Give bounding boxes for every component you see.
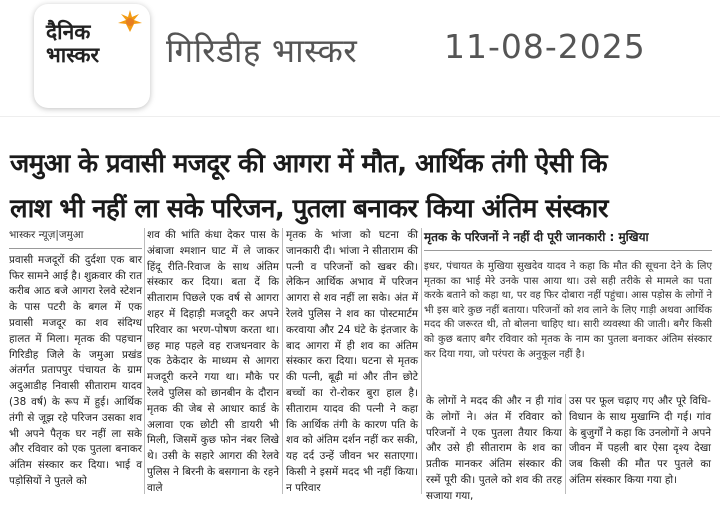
sidebar-box [424, 228, 712, 386]
article-column-3 [286, 228, 418, 494]
article-column-5 [569, 394, 711, 494]
headline [10, 142, 710, 232]
column-divider [282, 228, 283, 494]
sidebar-text: इधर, पंचायत के मुखिया सुखदेव यादव ने कहा कि मौत की सूचना देने के लिए मृतका का भाई मेरे उनके पास आया था। उसे सही तरीके से मामले का पता करके बताने को कहा था, पर वह फिर दोबारा नहीं पहुंचा। आस पड़ोस के लोगों ने भी इस बारे कुछ नहीं बताया। परिजनों को शव लाने के लिए गाड़ी अथवा आर्थिक मदद की जरूरत थी, तो बोलना चाहिए था। सारी व्यवस्था की जाती। बगैर किसी को कुछ बताए बगैर रविवार को मृतक के नाम का पुतला बनाकर अंतिम संस्कार कर दिया गया, जो परंपरा के अनुकूल नहीं है। [424, 261, 712, 360]
column-3-text: मृतक के भांजा को घटना की जानकारी दी। भांजा ने सीताराम की पत्नी व परिजनों को खबर की। लेकिन आर्थिक अभाव में परिजन आगरा से शव नहीं ला सके। अंत में रेलवे पुलिस ने शव का पोस्टमार्टम करवाया और 24 घंटे के इंतजार के बाद आगरा में ही शव का अंतिम संस्कार करा दिया। घटना से मृतक की पत्नी, बूढ़ी मां और तीन छोटे बच्चों का रो-रोकर बुरा हाल है। सीताराम यादव की पत्नी ने कहा कि आर्थिक तंगी के कारण पति के शव को अंतिम दर्शन नहीं कर सकी, यह दर्द उन्हें जीवन भर सताएगा। किसी ने इसमें मदद भी नहीं किया। न परिवार [286, 229, 418, 494]
headline-line-1: जमुआ के प्रवासी मजदूर की आगरा में मौत, आर्थिक तंगी ऐसी कि [10, 149, 608, 179]
column-1-text: प्रवासी मजदूरों की दुर्दशा एक बार फिर सामने आई है। शुक्रवार की रात करीब आठ बजे आगरा रेलवे स्टेशन के पास पटरी के बगल में एक प्रवासी मजदूर का शव संदिग्ध हालत में मिला। मृतक की पहचान गिरिडीह जिले के जमुआ प्रखंड अंतर्गत प्रतापपुर पंचायत के ग्राम अदुआडीह निवासी सीताराम यादव (38 वर्ष) के रूप में हुई। आर्थिक तंगी से जूझ रहे परिजन उसका शव भी अपने पैतृक घर नहीं ला सके और रविवार को एक पुतला बनाकर अंतिम संस्कार कर दिया। भाई व पड़ोसियों ने पुतले को [9, 253, 142, 487]
sidebar-title: मृतक के परिजनों ने नहीं दी पूरी जानकारी : मुखिया [424, 228, 712, 251]
column-4-text: के लोगों ने मदद की और न ही गांव के लोगों ने। अंत में रविवार को परिजनों ने एक पुतला तैयार किया और उसे ही सीताराम के शव का प्रतीक मानकर अंतिम संस्कार की रस्में पूरी की। पुतले को शव की तरह सजाया गया, [426, 395, 562, 502]
masthead [0, 0, 720, 116]
newspaper-logo [34, 4, 150, 108]
logo-line-1: दैनिक [46, 20, 91, 44]
column-divider [144, 228, 145, 494]
byline-divider [9, 248, 142, 249]
column-divider [421, 228, 422, 494]
article-column-4 [426, 394, 562, 502]
column-5-text: उस पर फूल चढ़ाए गए और पूरे विधि-विधान के साथ मुखाग्नि दी गई। गांव के बुजुर्गों ने कहा कि उनलोगों ने अपने जीवन में पहली बार ऐसा दृश्य देखा जब किसी की मौत पर पुतले का अंतिम संस्कार किया गया हो। [569, 395, 711, 486]
article-column-1 [9, 228, 142, 494]
headline-line-2: लाश भी नहीं ला सके परिजन, पुतला बनाकर किया अंतिम संस्कार [10, 194, 608, 224]
edition-name: गिरिडीह भास्कर [166, 31, 358, 70]
logo-line-2: भास्कर [46, 43, 100, 67]
column-2-text: शव की भांति कंधा देकर पास के अंबाजा श्मशान घाट में ले जाकर हिंदू रीति-रिवाज के साथ अंतिम संस्कार कर दिया। बता दें कि सीताराम पिछले एक वर्ष से आगरा शहर में दिहाड़ी मजदूरी कर अपने परिवार का भरण-पोषण करता था। छह माह पहले वह राजधनवार के एक ठेकेदार के माध्यम से आगरा मजदूरी करने गया था। मौके पर रेलवे पुलिस को छानबीन के दौरान मृतक की जेब से आधार कार्ड के अलावा एक छोटी सी डायरी भी मिली, जिसमें कुछ फोन नंबर लिखे थे। उसी के सहारे आगरा की रेलवे पुलिस ने बिरनी के बसगाना के रहने वाले [147, 229, 279, 494]
logo-wordmark [46, 21, 140, 67]
article-column-2 [147, 228, 279, 494]
edition-date: 11-08-2025 [444, 27, 646, 66]
byline: भास्कर न्यूज़|जमुआ [9, 229, 84, 241]
column-divider [565, 394, 566, 494]
masthead-divider [0, 116, 720, 117]
